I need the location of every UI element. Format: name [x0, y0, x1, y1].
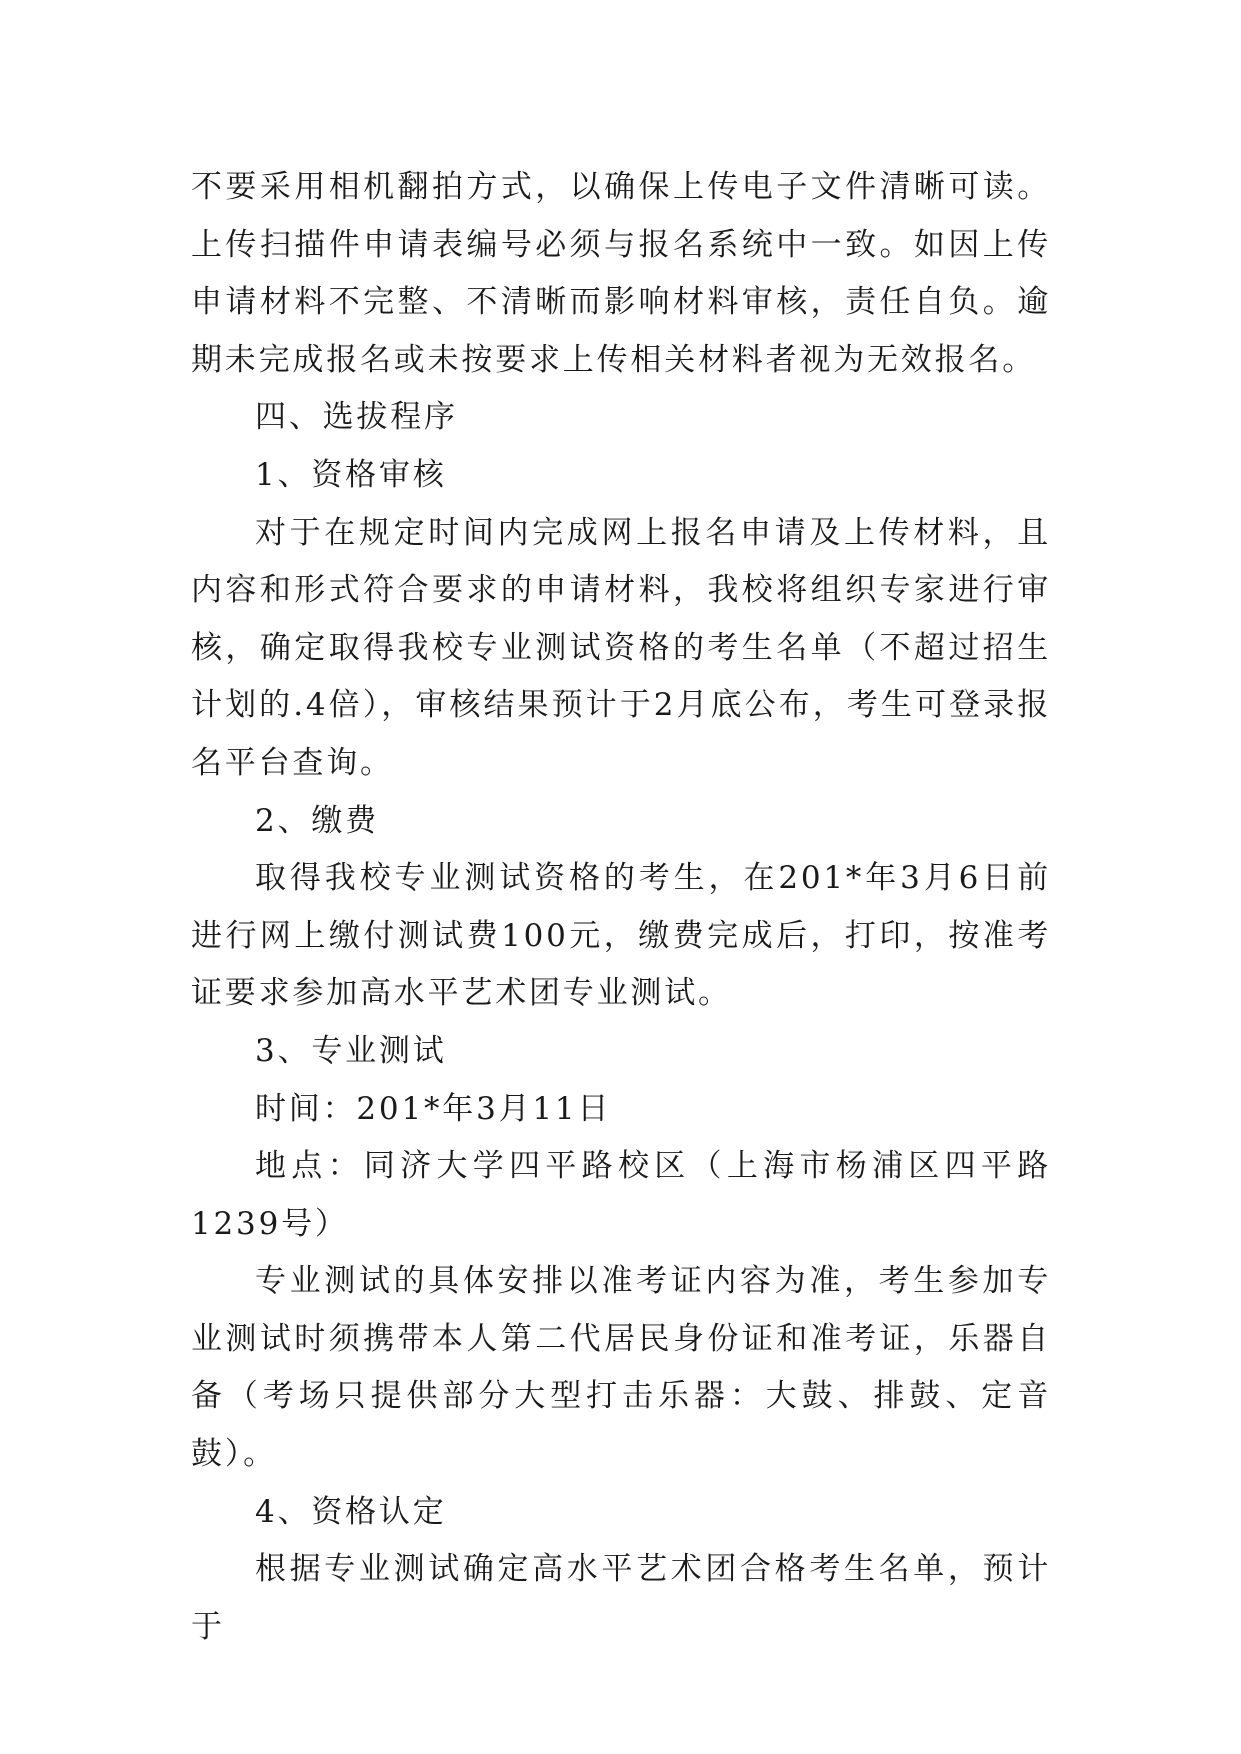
subheading-qualification-review: 1、资格审核	[255, 456, 447, 493]
section-heading-selection-procedure: 四、选拔程序	[255, 399, 458, 436]
paragraph-test-time: 时间：201*年3月11日	[255, 1090, 612, 1127]
paragraph-qualification-confirmation: 根据专业测试确定高水平艺术团合格考生名单，预计于	[191, 1551, 1051, 1645]
paragraph-test-location: 地点：同济大学四平路校区（上海市杨浦区四平路1239号）	[191, 1148, 1051, 1242]
subheading-professional-test: 3、专业测试	[255, 1032, 447, 1069]
paragraph-qualification-review: 对于在规定时间内完成网上报名申请及上传材料，且内容和形式符合要求的申请材料，我校将组织专家进行审核，确定取得我校专业测试资格的考生名单（不超过招生计划的.4倍），审核结果预计于2月底公布，考生可登录报名平台查询。	[191, 514, 1051, 781]
paragraph-test-arrangements: 专业测试的具体安排以准考证内容为准，考生参加专业测试时须携带本人第二代居民身份证和准考证，乐器自备（考场只提供部分大型打击乐器：大鼓、排鼓、定音鼓）。	[191, 1263, 1051, 1473]
subheading-qualification-confirmation: 4、资格认定	[255, 1493, 447, 1530]
paragraph-upload-requirements: 不要采用相机翻拍方式，以确保上传电子文件清晰可读。上传扫描件申请表编号必须与报名系统中一致。如因上传申请材料不完整、不清晰而影响材料审核，责任自负。逾期未完成报名或未按要求上传相关材料者视为无效报名。	[191, 169, 1051, 378]
document-body	[191, 159, 1051, 1656]
paragraph-payment: 取得我校专业测试资格的考生，在201*年3月6日前进行网上缴付测试费100元，缴费完成后，打印，按准考证要求参加高水平艺术团专业测试。	[191, 860, 1051, 1012]
subheading-payment: 2、缴费	[255, 802, 379, 839]
